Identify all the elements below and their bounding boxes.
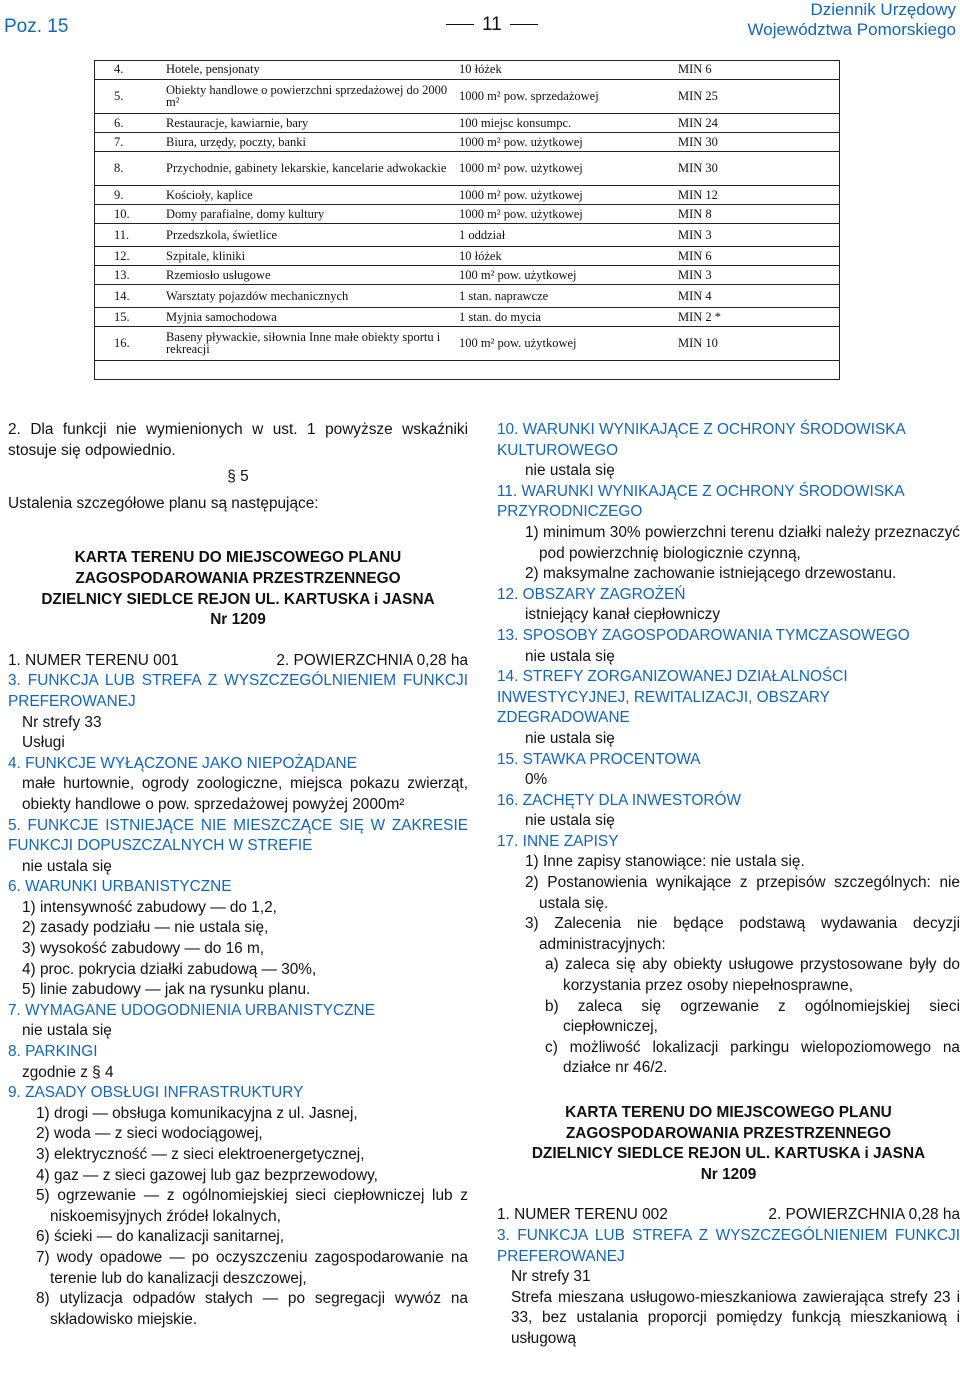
row-unit: 1000 m² pow. sprzedażowej (455, 79, 676, 113)
row-unit: 1 oddział (455, 223, 676, 246)
terrain-area-2: 2. POWIERZCHNIA 0,28 ha (768, 1206, 960, 1224)
row-number: 12. (94, 246, 158, 265)
row-unit: 1000 m² pow. użytkowej (455, 151, 676, 185)
row-object: Biura, urzędy, poczty, banki (158, 132, 455, 151)
row-number: 5. (94, 79, 158, 113)
table-row (94, 132, 840, 151)
table-row (94, 151, 840, 185)
table-row (94, 204, 840, 223)
row-unit: 100 miejsc konsumpc. (455, 113, 676, 132)
heading-3: 3. FUNKCJA LUB STREFA Z WYSZCZEGÓLNIENIEM FUNKCJI PREFEROWANEJ (8, 672, 468, 710)
row-minimum: MIN 6 (676, 246, 840, 265)
row-object: Domy parafialne, domy kultury (158, 204, 455, 223)
heading-10: 10. WARUNKI WYNIKAJĄCE Z OCHRONY ŚRODOWISKA KULTUROWEGO (497, 421, 905, 459)
row-object: Baseny pływackie, siłownia Inne małe obiekty sportu i rekreacji (158, 326, 455, 360)
row-number: 13. (94, 265, 158, 284)
row-number: 14. (94, 284, 158, 307)
heading-8: 8. PARKINGI (8, 1043, 98, 1061)
row-number: 4. (94, 60, 158, 79)
table-row (94, 284, 840, 307)
row-minimum: MIN 4 (676, 284, 840, 307)
row-minimum: MIN 3 (676, 265, 840, 284)
row-object: Warsztaty pojazdów mechanicznych (158, 284, 455, 307)
row-number: 6. (94, 113, 158, 132)
row-unit: 1000 m² pow. użytkowej (455, 204, 676, 223)
paragraph-2: 2. Dla funkcji nie wymienionych w ust. 1 powyższe wskaźniki stosuje się odpowiednio. (8, 421, 468, 459)
row-number: 15. (94, 307, 158, 326)
row-object: Obiekty handlowe o powierzchni sprzedażowej do 2000 m² (158, 79, 455, 113)
row-unit: 1 stan. do mycia (455, 307, 676, 326)
table-row (94, 60, 840, 79)
row-number: 7. (94, 132, 158, 151)
heading-11: 11. WARUNKI WYNIKAJĄCE Z OCHRONY ŚRODOWISKA PRZYRODNICZEGO (497, 482, 904, 521)
table-row (94, 79, 840, 113)
row-minimum: MIN 25 (676, 79, 840, 113)
row-minimum: MIN 24 (676, 113, 840, 132)
table-row (94, 246, 840, 265)
row-unit: 100 m² pow. użytkowej (455, 326, 676, 360)
row-minimum: MIN 12 (676, 185, 840, 204)
row-minimum: MIN 10 (676, 326, 840, 360)
row-minimum: MIN 2 * (676, 307, 840, 326)
terrain-area: 2. POWIERZCHNIA 0,28 ha (276, 651, 468, 669)
heading-5: 5. FUNKCJE ISTNIEJĄCE NIE MIESZCZĄCE SIĘ W ZAKRESIE FUNKCJI DOPUSZCZALNYCH W STREFIE (8, 816, 468, 855)
row-object: Kościoły, kaplice (158, 185, 455, 204)
row-minimum: MIN 30 (676, 151, 840, 185)
row-unit: 10 łóżek (455, 60, 676, 79)
row-unit: 1000 m² pow. użytkowej (455, 132, 676, 151)
row-object: Hotele, pensjonaty (158, 60, 455, 79)
parking-norms-table (94, 60, 840, 361)
row-minimum: MIN 6 (676, 60, 840, 79)
row-object: Myjnia samochodowa (158, 307, 455, 326)
row-object: Rzemiosło usługowe (158, 265, 455, 284)
right-column: 10. WARUNKI WYNIKAJĄCE Z OCHRONY ŚRODOWISKA KULTUROWEGO nie ustala się 11. WARUNKI WYNIKAJĄCE Z OCHRONY ŚRODOWISKA PRZYRODNICZEGO 1) minimum 30% powierzchni terenu działki należy przeznaczyć pod powierzchnię biologicznie czynną, 2) maksymalne zachowanie istniejącego drzewostanu. 12. OBSZARY ZAGROŻEŃ istniejący kanał ciepłowniczy 13. SPOSOBY ZAGOSPODAROWANIA TYMCZASOWEGO nie ustala się 14. STREFY ZORGANIZOWANEJ DZIAŁALNOŚCI INWESTYCYJNEJ, REWITALIZACJI, OBSZARY ZDEGRADOWANE nie ustala się 15. STAWKA PROCENTOWA 0% 16. ZACHĘTY DLA INWESTORÓW nie ustala się 17. INNE ZAPISY 1) Inne zapisy stanowiące: nie ustala się. 2) Postanowienia wynikające z przepisów szczególnych: nie ustala się. 3) Zalecenia nie będące podstawą wydawania decyzji administracyjnych: a) zaleca się aby obiekty usługowe przystosowane były do korzystania przez osoby niepełnosprawne, b) zaleca się ogrzewanie z ogólnomiejskiej sieci ciepłowniczej, c) możliwość lokalizacji parkingu wielopoziomowego na działce nr 46/2. KARTA TERENU DO MIEJSCOWEGO PLANU ZAGOSPODAROWANIA PRZESTRZENNEGO DZIELNICY SIEDLCE REJON UL. KARTUSKA i JASNA Nr 1209 1. NUMER TERENU 002 2. POWIERZCHNIA 0,28 ha 3. FUNKCJA LUB STREFA Z WYSZCZEGÓLNIENIEM FUNKCJI PREFEROWANEJ Nr strefy 31 Strefa mieszana usługowo-mieszkaniowa zawierająca strefy 23 i 33, bez ustalania proporcji pomiędzy funkcją mieszkaniową i usługową (497, 421, 960, 1347)
row-object: Restauracje, kawiarnie, bary (158, 113, 455, 132)
row-number: 10. (94, 204, 158, 223)
heading-3-2: 3. FUNKCJA LUB STREFA Z WYSZCZEGÓLNIENIEM FUNKCJI PREFEROWANEJ (497, 1226, 960, 1265)
table-row (94, 307, 840, 326)
card-title: KARTA TERENU DO MIEJSCOWEGO PLANU ZAGOSPODAROWANIA PRZESTRZENNEGO DZIELNICY SIEDLCE REJON UL. KARTUSKA i JASNA Nr 1209 (41, 549, 435, 629)
heading-4: 4. FUNKCJE WYŁĄCZONE JAKO NIEPOŻĄDANE (8, 754, 357, 772)
row-minimum: MIN 3 (676, 223, 840, 246)
table-row (94, 185, 840, 204)
area-row-2 (497, 1205, 960, 1226)
row-number: 9. (94, 185, 158, 204)
row-number: 16. (94, 326, 158, 360)
journal-title: Dziennik Urzędowy Województwa Pomorskiego (747, 0, 956, 39)
terrain-number-2: 1. NUMER TERENU 002 (497, 1206, 668, 1224)
area-row (8, 651, 468, 672)
row-number: 8. (94, 151, 158, 185)
row-minimum: MIN 30 (676, 132, 840, 151)
heading-16: 16. ZACHĘTY DLA INWESTORÓW (497, 791, 742, 809)
heading-14: 14. STREFY ZORGANIZOWANEJ DZIAŁALNOŚCI INWESTYCYJNEJ, REWITALIZACJI, OBSZARY ZDEGRADOWANE (497, 668, 848, 727)
heading-7: 7. WYMAGANE UDOGODNIENIA URBANISTYCZNE (8, 1001, 375, 1019)
card-title-2: KARTA TERENU DO MIEJSCOWEGO PLANU ZAGOSPODAROWANIA PRZESTRZENNEGO DZIELNICY SIEDLCE REJON UL. KARTUSKA i JASNA Nr 1209 (531, 1104, 926, 1183)
row-number: 11. (94, 223, 158, 246)
row-object: Przedszkola, świetlice (158, 223, 455, 246)
heading-6: 6. WARUNKI URBANISTYCZNE (8, 878, 232, 896)
heading-15: 15. STAWKA PROCENTOWA (497, 750, 701, 768)
heading-17: 17. INNE ZAPISY (497, 832, 619, 850)
row-object: Szpitale, kliniki (158, 246, 455, 265)
row-unit: 100 m² pow. użytkowej (455, 265, 676, 284)
terrain-number: 1. NUMER TERENU 001 (8, 651, 179, 669)
row-unit: 10 łóżek (455, 246, 676, 265)
page-header (0, 0, 960, 48)
heading-9: 9. ZASADY OBSŁUGI INFRASTRUKTURY (8, 1084, 304, 1102)
page-number: 11 (438, 14, 546, 36)
row-unit: 1 stan. naprawcze (455, 284, 676, 307)
heading-12: 12. OBSZARY ZAGROŻEŃ (497, 585, 686, 603)
row-object: Przychodnie, gabinety lekarskie, kancelarie adwokackie (158, 151, 455, 185)
heading-13: 13. SPOSOBY ZAGOSPODAROWANIA TYMCZASOWEGO (497, 626, 910, 644)
table-row (94, 113, 840, 132)
table-row (94, 326, 840, 360)
table-row (94, 223, 840, 246)
intro-text: Ustalenia szczegółowe planu są następujące: (8, 494, 319, 512)
row-unit: 1000 m² pow. użytkowej (455, 185, 676, 204)
table-row (94, 265, 840, 284)
left-column: 2. Dla funkcji nie wymienionych w ust. 1 powyższe wskaźniki stosuje się odpowiednio. § 5 Ustalenia szczegółowe planu są następujące: KARTA TERENU DO MIEJSCOWEGO PLANU ZAGOSPODAROWANIA PRZESTRZENNEGO DZIELNICY SIEDLCE REJON UL. KARTUSKA i JASNA Nr 1209 1. NUMER TERENU 001 2. POWIERZCHNIA 0,28 ha 3. FUNKCJA LUB STREFA Z WYSZCZEGÓLNIENIEM FUNKCJI PREFEROWANEJ Nr strefy 33 Usługi 4. FUNKCJE WYŁĄCZONE JAKO NIEPOŻĄDANE małe hurtownie, ogrody zoologiczne, miejsca pokazu zwierząt, obiekty handlowe o pow. sprzedażowej powyżej 2000m² 5. FUNKCJE ISTNIEJĄCE NIE MIESZCZĄCE SIĘ W ZAKRESIE FUNKCJI DOPUSZCZALNYCH W STREFIE nie ustala się 6. WARUNKI URBANISTYCZNE 1) intensywność zabudowy — do 1,2, 2) zasady podziału — nie ustala się, 3) wysokość zabudowy — do 16 m, 4) proc. pokrycia działki zabudową — 30%, 5) linie zabudowy — jak na rysunku planu. 7. WYMAGANE UDOGODNIENIA URBANISTYCZNE nie ustala się 8. PARKINGI zgodnie z § 4 9. ZASADY OBSŁUGI INFRASTRUKTURY 1) drogi — obsługa komunikacyjna z ul. Jasnej, 2) woda — z sieci wodociągowej, 3) elektryczność — z sieci elektroenergetycznej, 4) gaz — z sieci gazowej lub gaz bezprzewodowy, 5) ogrzewanie — z ogólnomiejskiej sieci ciepłowniczej lub z niskoemisyjnych źródeł lokalnych, 6) ścieki — do kanalizacji sanitarnej, 7) wody opadowe — po oczyszczeniu zagospodarowanie na terenie lub do kanalizacji deszczowej, 8) utylizacja odpadów stałych — po segregacji wywóz na składowisko miejskie. (8, 421, 468, 1328)
row-minimum: MIN 8 (676, 204, 840, 223)
section-number: § 5 (227, 468, 249, 486)
position-label: Poz. 15 (4, 16, 69, 37)
